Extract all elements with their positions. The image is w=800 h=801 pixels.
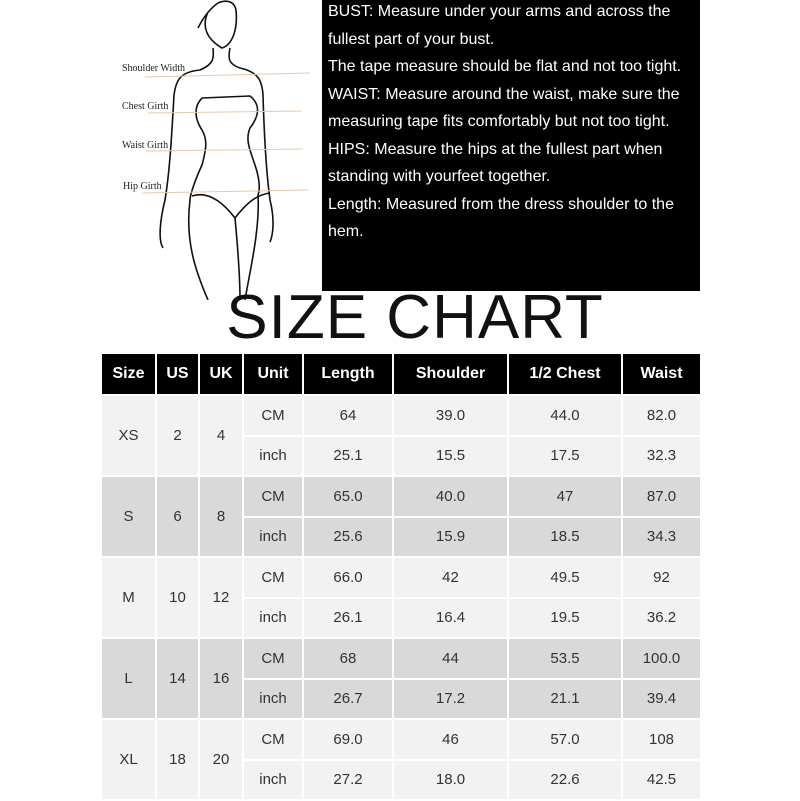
column-header: Unit [243, 353, 303, 395]
label-hip-girth: Hip Girth [123, 181, 162, 192]
half-chest-cell: 53.5 [508, 638, 622, 679]
shoulder-cell: 16.4 [393, 598, 508, 639]
size-cell: L [101, 638, 156, 719]
unit-cell: inch [243, 679, 303, 720]
table-row [101, 638, 701, 679]
size-cell: XL [101, 719, 156, 800]
shoulder-cell: 15.5 [393, 436, 508, 477]
unit-cell: inch [243, 760, 303, 801]
unit-cell: CM [243, 638, 303, 679]
uk-size-cell: 16 [199, 638, 243, 719]
measuring-instructions [322, 0, 700, 291]
length-cell: 64 [303, 395, 393, 436]
half-chest-cell: 18.5 [508, 517, 622, 558]
instruction-hips: HIPS: Measure the hips at the fullest part when standing with yourfeet together. [328, 140, 663, 185]
table-row [101, 719, 701, 760]
shoulder-cell: 39.0 [393, 395, 508, 436]
waist-cell: 87.0 [622, 476, 701, 517]
unit-cell: inch [243, 598, 303, 639]
us-size-cell: 2 [156, 395, 199, 476]
column-header: 1/2 Chest [508, 353, 622, 395]
unit-cell: CM [243, 719, 303, 760]
instruction-length: Length: Measured from the dress shoulder to the hem. [328, 195, 674, 240]
table-row [101, 476, 701, 517]
waist-cell: 108 [622, 719, 701, 760]
waist-cell: 36.2 [622, 598, 701, 639]
half-chest-cell: 22.6 [508, 760, 622, 801]
shoulder-cell: 42 [393, 557, 508, 598]
size-cell: M [101, 557, 156, 638]
length-cell: 25.6 [303, 517, 393, 558]
shoulder-cell: 40.0 [393, 476, 508, 517]
column-header: Length [303, 353, 393, 395]
instruction-tape: The tape measure should be flat and not too tight. [328, 58, 682, 75]
column-header: Size [101, 353, 156, 395]
unit-cell: CM [243, 476, 303, 517]
us-size-cell: 6 [156, 476, 199, 557]
label-waist-girth: Waist Girth [122, 140, 169, 151]
shoulder-cell: 15.9 [393, 517, 508, 558]
half-chest-cell: 49.5 [508, 557, 622, 598]
uk-size-cell: 8 [199, 476, 243, 557]
unit-cell: inch [243, 517, 303, 558]
instruction-waist: WAIST: Measure around the waist, make sure the measuring tape fits comfortably but not too tight. [328, 85, 680, 130]
waist-cell: 92 [622, 557, 701, 598]
column-header: Shoulder [393, 353, 508, 395]
length-cell: 68 [303, 638, 393, 679]
column-header: Waist [622, 353, 701, 395]
us-size-cell: 14 [156, 638, 199, 719]
unit-cell: CM [243, 395, 303, 436]
size-table [100, 352, 702, 801]
waist-cell: 100.0 [622, 638, 701, 679]
shoulder-cell: 17.2 [393, 679, 508, 720]
waist-cell: 32.3 [622, 436, 701, 477]
table-row [101, 557, 701, 598]
half-chest-cell: 17.5 [508, 436, 622, 477]
half-chest-cell: 47 [508, 476, 622, 517]
instruction-bust: BUST: Measure under your arms and across the fullest part of your bust. [328, 3, 671, 48]
shoulder-cell: 18.0 [393, 760, 508, 801]
length-cell: 25.1 [303, 436, 393, 477]
body-measurement-figure [110, 0, 325, 300]
length-cell: 69.0 [303, 719, 393, 760]
length-cell: 26.7 [303, 679, 393, 720]
uk-size-cell: 4 [199, 395, 243, 476]
label-shoulder-width: Shoulder Width [122, 63, 186, 74]
half-chest-cell: 57.0 [508, 719, 622, 760]
label-chest-girth: Chest Girth [122, 101, 169, 112]
unit-cell: CM [243, 557, 303, 598]
table-header [101, 353, 701, 395]
waist-cell: 34.3 [622, 517, 701, 558]
length-cell: 65.0 [303, 476, 393, 517]
column-header: US [156, 353, 199, 395]
size-cell: XS [101, 395, 156, 476]
column-header: UK [199, 353, 243, 395]
waist-cell: 82.0 [622, 395, 701, 436]
table-row [101, 395, 701, 436]
page-title: SIZE CHART [226, 283, 604, 352]
shoulder-cell: 46 [393, 719, 508, 760]
length-cell: 66.0 [303, 557, 393, 598]
uk-size-cell: 12 [199, 557, 243, 638]
uk-size-cell: 20 [199, 719, 243, 800]
half-chest-cell: 19.5 [508, 598, 622, 639]
us-size-cell: 18 [156, 719, 199, 800]
shoulder-cell: 44 [393, 638, 508, 679]
half-chest-cell: 21.1 [508, 679, 622, 720]
length-cell: 27.2 [303, 760, 393, 801]
unit-cell: inch [243, 436, 303, 477]
half-chest-cell: 44.0 [508, 395, 622, 436]
waist-cell: 42.5 [622, 760, 701, 801]
us-size-cell: 10 [156, 557, 199, 638]
waist-cell: 39.4 [622, 679, 701, 720]
size-cell: S [101, 476, 156, 557]
length-cell: 26.1 [303, 598, 393, 639]
